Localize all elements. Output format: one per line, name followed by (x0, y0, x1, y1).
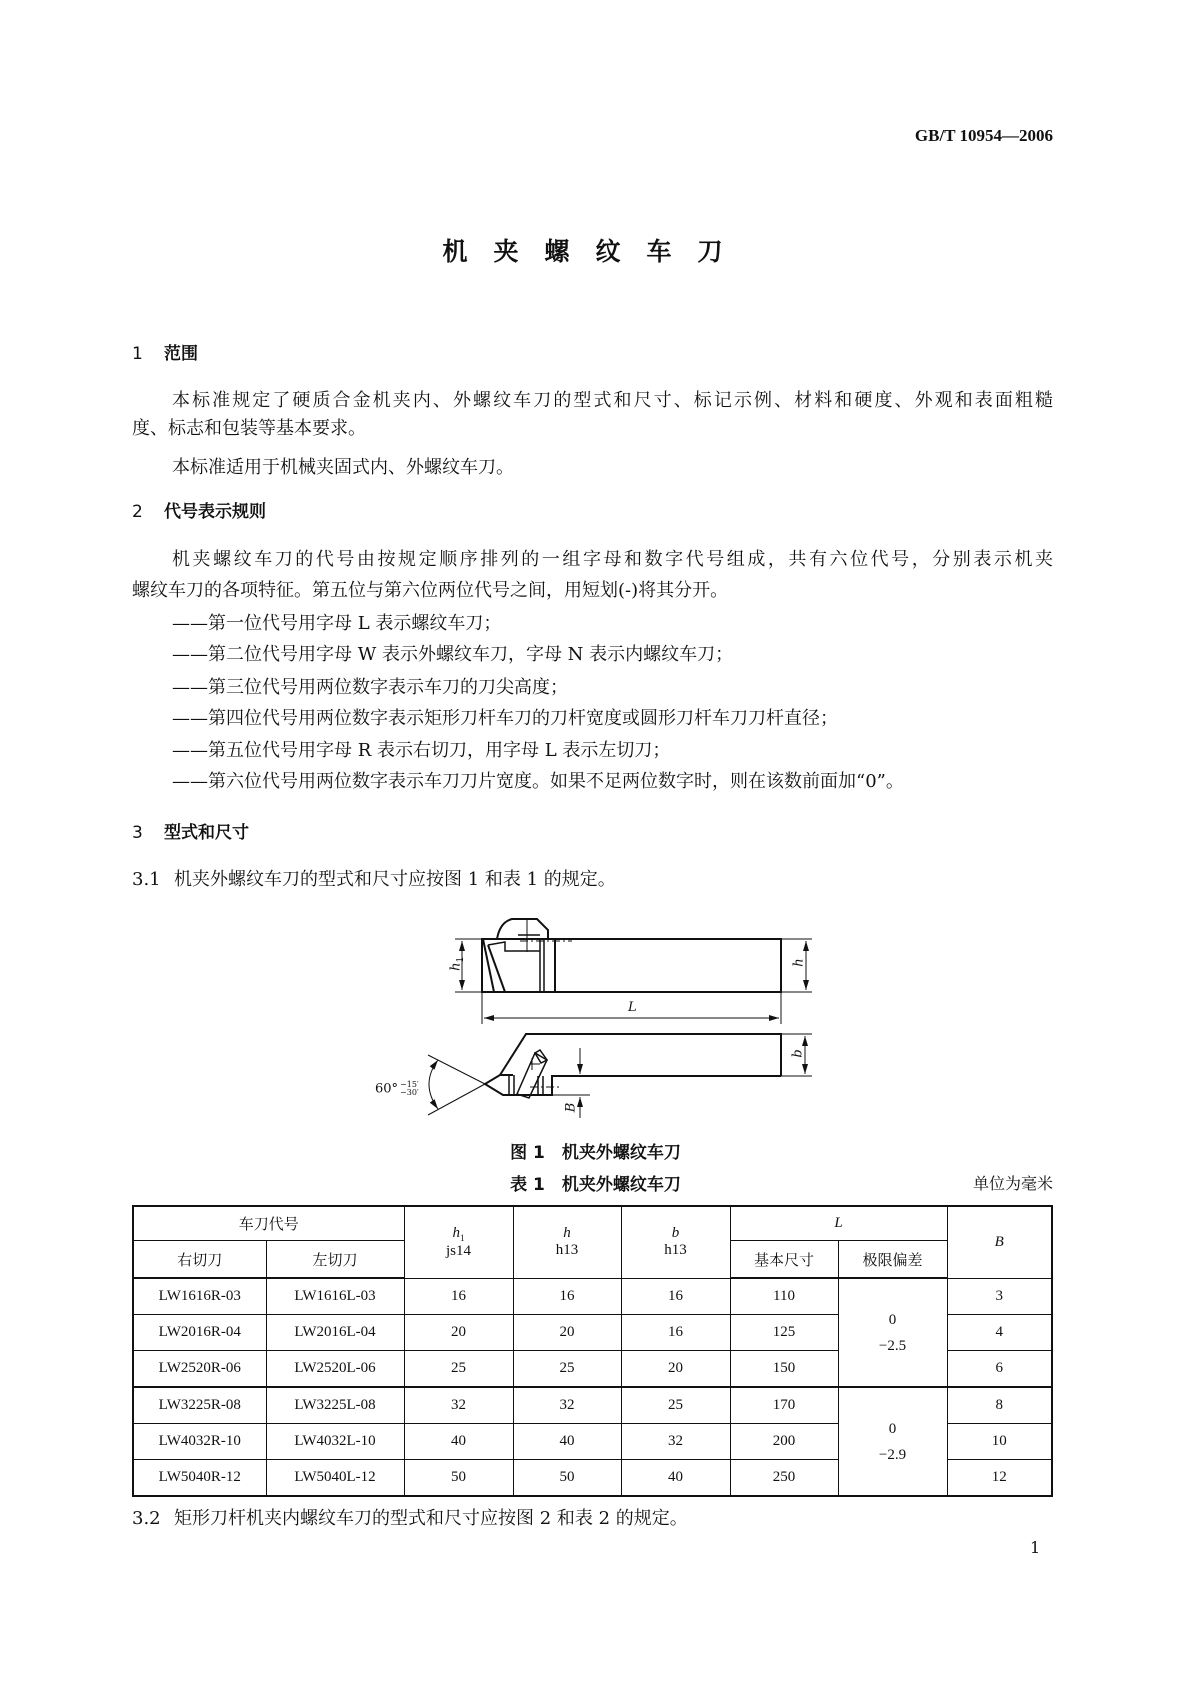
header-h: h h13 (513, 1206, 621, 1278)
list-item: ——第二位代号用字母 W 表示外螺纹车刀，字母 N 表示内螺纹车刀； (172, 644, 734, 665)
cell-right: LW5040R-12 (133, 1460, 266, 1497)
cell-right: LW3225R-08 (133, 1387, 266, 1424)
cell-L: 250 (730, 1460, 838, 1497)
paragraph-line: 螺纹车刀的各项特征。第五位与第六位两位代号之间，用短划(-)将其分开。 (132, 580, 729, 601)
cell-B: 4 (947, 1315, 1052, 1351)
paragraph-line: 本标准规定了硬质合金机夹内、外螺纹车刀的型式和尺寸、标记示例、材料和硬度、外观和表面粗糙 (172, 390, 1053, 411)
cell-h1: 32 (404, 1387, 513, 1424)
header-left: 左切刀 (266, 1241, 404, 1279)
cell-h1: 20 (404, 1315, 513, 1351)
page-number: 1 (1030, 1538, 1041, 1557)
cell-h: 32 (513, 1387, 621, 1424)
cell-left: LW1616L-03 (266, 1278, 404, 1315)
cell-h1: 50 (404, 1460, 513, 1497)
paragraph-line: 度、标志和包装等基本要求。 (132, 418, 366, 439)
cell-L: 150 (730, 1351, 838, 1388)
table-row (133, 1278, 1052, 1315)
cell-h: 25 (513, 1351, 621, 1388)
cell-B: 12 (947, 1460, 1052, 1497)
cell-right: LW2016R-04 (133, 1315, 266, 1351)
page-title: 机夹螺纹车刀 (442, 237, 749, 266)
label-h: h (791, 958, 807, 967)
header-L-basic: 基本尺寸 (730, 1241, 838, 1279)
table-row (133, 1387, 1052, 1424)
section-number: 3 (132, 823, 143, 843)
cell-B: 3 (947, 1278, 1052, 1315)
list-item: ——第四位代号用两位数字表示矩形刀杆车刀的刀杆宽度或圆形刀杆车刀刀杆直径； (172, 708, 838, 729)
cell-b: 16 (621, 1315, 730, 1351)
standard-number: GB/T 10954—2006 (914, 126, 1053, 145)
label-L: L (628, 1000, 637, 1015)
header-code: 车刀代号 (133, 1206, 404, 1241)
cell-B: 10 (947, 1424, 1052, 1460)
section-title: 型式和尺寸 (164, 823, 249, 843)
cell-left: LW2520L-06 (266, 1351, 404, 1388)
section-title: 范围 (164, 344, 198, 364)
cell-tolerance: 0 −2.5 (838, 1278, 947, 1387)
label-angle: 60° −15′ −30′ (375, 1080, 419, 1097)
cell-B: 8 (947, 1387, 1052, 1424)
cell-b: 16 (621, 1278, 730, 1315)
cell-L: 200 (730, 1424, 838, 1460)
section-title: 代号表示规则 (164, 502, 266, 522)
cell-h1: 40 (404, 1424, 513, 1460)
header-right: 右切刀 (133, 1241, 266, 1279)
list-item: ——第一位代号用字母 L 表示螺纹车刀； (172, 613, 502, 634)
list-item: ——第三位代号用两位数字表示车刀的刀尖高度； (172, 677, 568, 698)
cell-b: 40 (621, 1460, 730, 1497)
cell-L: 125 (730, 1315, 838, 1351)
cell-L: 170 (730, 1387, 838, 1424)
dimension-lines (428, 939, 812, 1118)
top-view (482, 918, 781, 992)
cell-left: LW5040L-12 (266, 1460, 404, 1497)
section-number: 2 (132, 502, 143, 522)
cell-h: 16 (513, 1278, 621, 1315)
cell-tolerance: 0 −2.9 (838, 1387, 947, 1496)
cell-left: LW2016L-04 (266, 1315, 404, 1351)
header-L-dev: 极限偏差 (838, 1241, 947, 1279)
cell-b: 20 (621, 1351, 730, 1388)
label-h1: $h_1$ (448, 956, 466, 971)
cell-b: 32 (621, 1424, 730, 1460)
list-item: ——第六位代号用两位数字表示车刀刀片宽度。如果不足两位数字时，则在该数前面加“0”。 (172, 771, 904, 792)
cell-B: 6 (947, 1351, 1052, 1388)
clause-number: 3.1 (132, 869, 161, 890)
label-B: B (563, 1102, 579, 1113)
clause-3-2 (132, 1504, 1053, 1530)
cell-right: LW2520R-06 (133, 1351, 266, 1388)
section-number: 1 (132, 344, 143, 364)
cell-h: 20 (513, 1315, 621, 1351)
clause-text: 矩形刀杆机夹内螺纹车刀的型式和尺寸应按图 2 和表 2 的规定。 (174, 1508, 688, 1529)
paragraph-line: 本标准适用于机械夹固式内、外螺纹车刀。 (172, 457, 514, 478)
bottom-view (485, 1034, 781, 1098)
cell-h1: 16 (404, 1278, 513, 1315)
clause-number: 3.2 (132, 1508, 161, 1529)
header-B: B (947, 1206, 1052, 1278)
cell-L: 110 (730, 1278, 838, 1315)
list-item: ——第五位代号用字母 R 表示右切刀，用字母 L 表示左切刀； (172, 740, 671, 761)
cell-right: LW1616R-03 (133, 1278, 266, 1315)
clause-text: 机夹外螺纹车刀的型式和尺寸应按图 1 和表 1 的规定。 (174, 869, 616, 890)
dimension-table (132, 1205, 1053, 1497)
cell-right: LW4032R-10 (133, 1424, 266, 1460)
header-b: b h13 (621, 1206, 730, 1278)
cell-left: LW4032L-10 (266, 1424, 404, 1460)
figure-caption: 图 1 机夹外螺纹车刀 (510, 1143, 681, 1163)
cell-h: 40 (513, 1424, 621, 1460)
table-caption: 表 1 机夹外螺纹车刀 (510, 1175, 681, 1195)
header-L: L (730, 1206, 947, 1241)
paragraph-line: 机夹螺纹车刀的代号由按规定顺序排列的一组字母和数字代号组成，共有六位代号，分别表示机夹 (172, 549, 1053, 570)
cell-left: LW3225L-08 (266, 1387, 404, 1424)
cell-b: 25 (621, 1387, 730, 1424)
cell-h: 50 (513, 1460, 621, 1497)
table-unit: 单位为毫米 (972, 1174, 1053, 1193)
header-h1: $h_1$ js14 (404, 1206, 513, 1278)
cell-h1: 25 (404, 1351, 513, 1388)
label-b: b (790, 1049, 806, 1058)
